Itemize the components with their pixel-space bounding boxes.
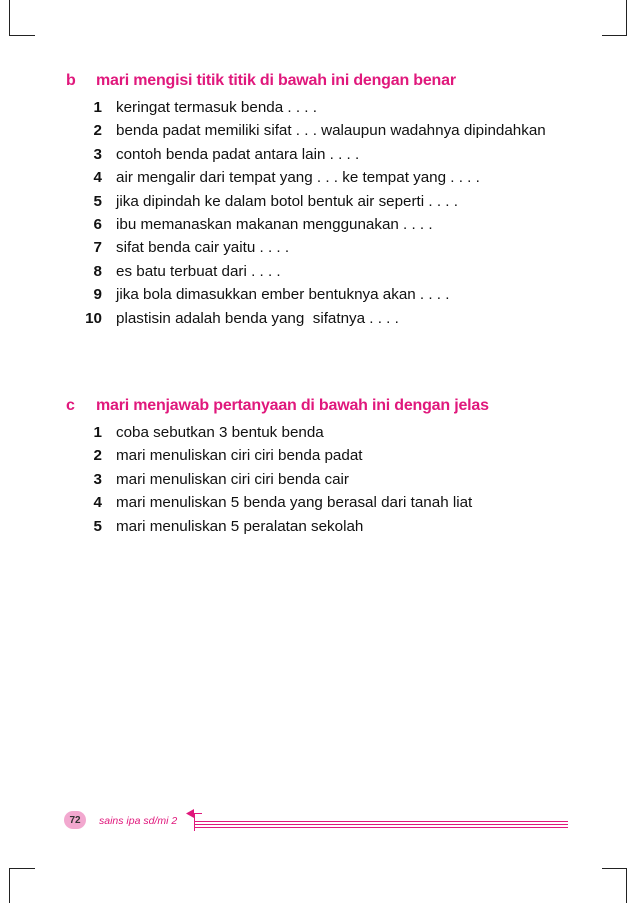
item-number: 5	[93, 517, 102, 535]
list-item	[66, 143, 586, 166]
list-item	[66, 236, 586, 259]
item-number: 1	[93, 424, 102, 441]
crop-mark	[626, 0, 627, 36]
list-item	[66, 421, 586, 444]
item-text: mari menuliskan 5 benda yang berasal dari tanah liat	[116, 494, 473, 512]
item-number: 2	[93, 447, 102, 465]
item-number: 7	[93, 239, 102, 257]
item-text: plastisin adalah benda yang sifatnya . . . .	[116, 309, 399, 327]
item-number: 8	[93, 262, 102, 280]
list-item	[66, 283, 586, 306]
book-title: sains ipa sd/mi 2	[99, 815, 178, 827]
item-text: es batu terbuat dari . . . .	[116, 262, 281, 280]
item-text: air mengalir dari tempat yang . . . ke tempat yang . . . .	[116, 169, 480, 187]
arrow-icon	[186, 809, 195, 818]
question-list	[66, 421, 586, 538]
item-text: contoh benda padat antara lain . . . .	[116, 145, 360, 163]
section-title: mari mengisi titik titik di bawah ini dengan benar	[96, 72, 456, 89]
section-c	[66, 397, 586, 538]
crop-mark	[9, 868, 10, 903]
question-list	[66, 96, 586, 330]
crop-mark	[9, 0, 10, 36]
crop-mark	[9, 868, 35, 869]
list-item	[66, 96, 586, 119]
page-number: 72	[64, 811, 86, 829]
item-text: mari menuliskan ciri ciri benda cair	[116, 470, 349, 488]
item-number: 4	[93, 169, 102, 187]
item-text: jika bola dimasukkan ember bentuknya akan . . . .	[116, 286, 450, 304]
section-title: mari menjawab pertanyaan di bawah ini dengan jelas	[96, 397, 489, 414]
list-item	[66, 260, 586, 283]
item-text: benda padat memiliki sifat . . . walaupun wadahnya dipindahkan	[116, 122, 546, 140]
item-number: 3	[93, 145, 102, 163]
item-number: 6	[93, 216, 102, 234]
list-item	[66, 468, 586, 491]
item-number: 2	[93, 122, 102, 140]
item-number: 5	[93, 192, 102, 210]
list-item	[66, 119, 586, 142]
item-text: sifat benda cair yaitu . . . .	[116, 239, 290, 257]
list-item	[66, 213, 586, 236]
list-item	[66, 166, 586, 189]
crop-mark	[602, 35, 627, 36]
footer-divider	[195, 821, 568, 822]
item-text: jika dipindah ke dalam botol bentuk air seperti . . . .	[116, 192, 458, 210]
section-b	[66, 72, 586, 330]
item-text: mari menuliskan 5 peralatan sekolah	[116, 517, 364, 535]
item-text: coba sebutkan 3 bentuk benda	[116, 424, 324, 441]
item-text: keringat termasuk benda . . . .	[116, 99, 317, 116]
item-number: 3	[93, 470, 102, 488]
section-letter: b	[66, 72, 76, 89]
item-text: ibu memanaskan makanan menggunakan . . . .	[116, 216, 433, 234]
crop-mark	[602, 868, 627, 869]
section-b-heading	[66, 72, 586, 90]
item-number: 10	[85, 309, 102, 327]
item-number: 9	[93, 286, 102, 304]
footer-divider	[194, 813, 202, 814]
list-item	[66, 515, 586, 538]
crop-mark	[626, 868, 627, 903]
list-item	[66, 307, 586, 330]
list-item	[66, 491, 586, 514]
list-item	[66, 444, 586, 467]
item-number: 1	[93, 99, 102, 116]
footer-divider	[195, 827, 568, 828]
section-letter: c	[66, 397, 75, 414]
footer-divider	[195, 824, 568, 825]
crop-mark	[9, 35, 35, 36]
section-c-heading	[66, 397, 586, 415]
item-number: 4	[93, 494, 102, 512]
list-item	[66, 190, 586, 213]
item-text: mari menuliskan ciri ciri benda padat	[116, 447, 363, 465]
